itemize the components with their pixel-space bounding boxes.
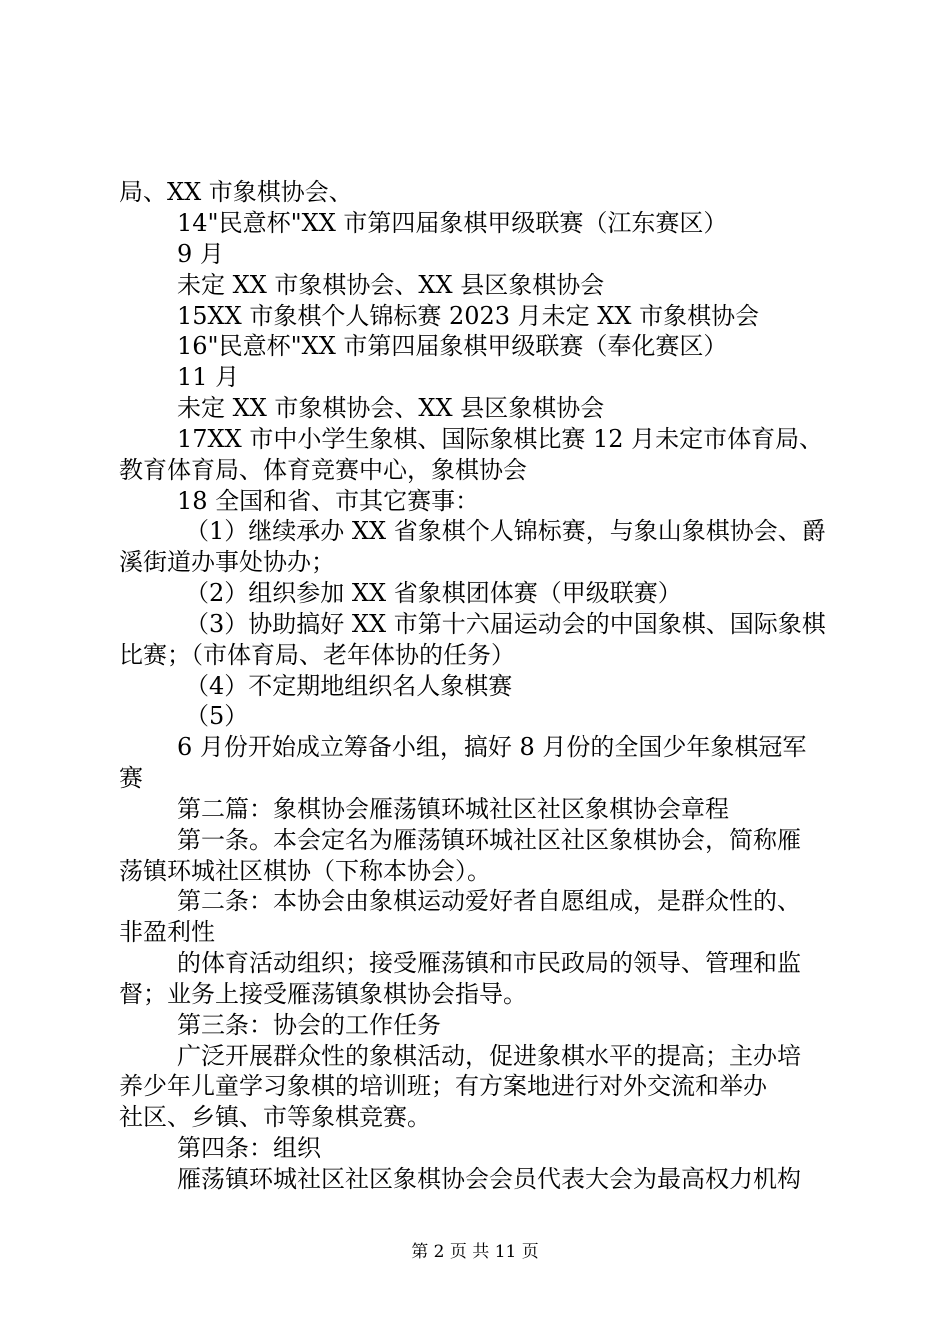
text-line: 未定 XX 市象棋协会、XX 县区象棋协会 (177, 271, 605, 299)
text-line: 非盈利性 (119, 918, 215, 946)
text-line: 局、XX 市象棋协会、 (119, 178, 353, 206)
text-line: 社区、乡镇、市等象棋竞赛。 (119, 1103, 431, 1131)
page-number-footer: 第 2 页 共 11 页 (411, 1242, 539, 1262)
text-line: 的体育活动组织；接受雁荡镇和市民政局的领导、管理和监 (177, 949, 801, 977)
text-line: （2）组织参加 XX 省象棋团体赛（甲级联赛） (185, 579, 682, 607)
text-line: （5） (185, 702, 249, 730)
text-line: 第四条：组织 (177, 1134, 321, 1162)
text-line: 9 月 (177, 240, 224, 268)
text-line: 教育体育局、体育竞赛中心，象棋协会 (119, 456, 527, 484)
text-line: 14"民意杯"XX 市第四届象棋甲级联赛（江东赛区） (177, 209, 728, 237)
text-line: 督；业务上接受雁荡镇象棋协会指导。 (119, 980, 527, 1008)
section-heading: 第二篇：象棋协会雁荡镇环城社区社区象棋协会章程 (177, 795, 729, 823)
text-line: 广泛开展群众性的象棋活动，促进象棋水平的提高；主办培 (177, 1042, 801, 1070)
text-line: 18 全国和省、市其它赛事： (177, 487, 480, 515)
text-line: 荡镇环城社区棋协（下称本协会）。 (119, 857, 491, 885)
text-line: 11 月 (177, 363, 240, 391)
text-line: 第三条：协会的工作任务 (177, 1011, 441, 1039)
text-line: 16"民意杯"XX 市第四届象棋甲级联赛（奉化赛区） (177, 332, 728, 360)
text-line: 雁荡镇环城社区社区象棋协会会员代表大会为最高权力机构 (177, 1165, 801, 1193)
text-line: 未定 XX 市象棋协会、XX 县区象棋协会 (177, 394, 605, 422)
text-line: 比赛；（市体育局、老年体协的任务） (119, 641, 515, 669)
text-line: 17XX 市中小学生象棋、国际象棋比赛 12 月未定市体育局、 (177, 425, 824, 453)
text-line: 6 月份开始成立筹备小组，搞好 8 月份的全国少年象棋冠军 (177, 733, 807, 761)
text-line: 15XX 市象棋个人锦标赛 2023 月未定 XX 市象棋协会 (177, 302, 760, 330)
text-line: （1）继续承办 XX 省象棋个人锦标赛，与象山象棋协会、爵 (185, 517, 826, 545)
text-line: 第一条。本会定名为雁荡镇环城社区社区象棋协会，简称雁 (177, 826, 801, 854)
text-line: 第二条：本协会由象棋运动爱好者自愿组成，是群众性的、 (177, 887, 801, 915)
text-line: （3）协助搞好 XX 市第十六届运动会的中国象棋、国际象棋 (185, 610, 826, 638)
text-line: 溪街道办事处协办； (119, 548, 335, 576)
text-line: （4）不定期地组织名人象棋赛 (185, 672, 513, 700)
text-line: 养少年儿童学习象棋的培训班；有方案地进行对外交流和举办 (119, 1072, 767, 1100)
text-line: 赛 (119, 764, 143, 792)
